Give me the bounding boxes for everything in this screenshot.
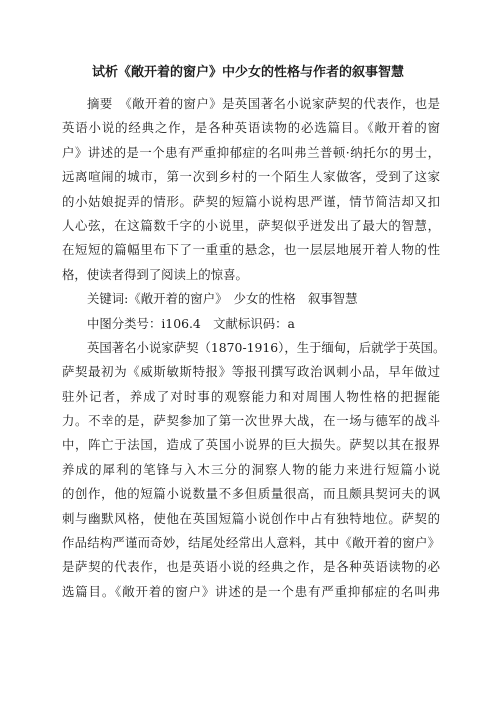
body-line: 刺与幽默风格，使他在英国短篇小说创作中占有独特地位。萨契的 bbox=[62, 510, 440, 526]
abstract-line: 在短短的篇幅里布下了一重重的悬念，也一层层地展开着人物的性 bbox=[62, 242, 440, 258]
abstract-line: 格，使读者得到了阅读上的惊喜。 bbox=[62, 266, 248, 282]
body-line: 选篇目。《敞开着的窗户》讲述的是一个患有严重抑郁症的名叫弗 bbox=[62, 583, 440, 599]
body-line: 作品结构严谨而奇妙，结尾处经常出人意料，其中《敞开着的窗户》 bbox=[62, 535, 440, 551]
body-line: 英国著名小说家萨契（1870-1916），生于缅甸，后就学于英国。 bbox=[87, 339, 446, 355]
keywords-line: 关键词:《敞开着的窗户》 少女的性格 叙事智慧 bbox=[87, 291, 358, 307]
document-body bbox=[62, 92, 446, 604]
body-paragraph bbox=[62, 336, 446, 604]
document-title: 试析《敞开着的窗户》中少女的性格与作者的叙事智慧 bbox=[91, 65, 404, 80]
abstract-line: 摘要 《敞开着的窗户》是英国著名小说家萨契的代表作，也是 bbox=[87, 96, 440, 111]
abstract-line: 人心弦，在这篇数千字的小说里，萨契似乎迸发出了最大的智慧， bbox=[62, 217, 440, 233]
body-line: 中，阵亡于法国，造成了英国小说界的巨大损失。萨契以其在报界 bbox=[62, 437, 440, 453]
abstract-line: 英语小说的经典之作，是各种英语读物的必选篇目。《敞开着的窗 bbox=[62, 120, 440, 136]
abstract-line: 户》讲述的是一个患有严重抑郁症的名叫弗兰普顿·纳托尔的男士， bbox=[62, 144, 440, 160]
body-line: 萨契最初为《威斯敏斯特报》等报刊撰写政治讽刺小品，早年做过 bbox=[62, 364, 440, 380]
abstract-line: 的小姑娘捉弄的情形。萨契的短篇小说构思严谨，情节简洁却又扣 bbox=[62, 193, 440, 209]
abstract-line: 远离喧闹的城市，第一次到乡村的一个陌生人家做客，受到了这家 bbox=[62, 169, 440, 185]
classification-line: 中图分类号：i106.4 文献标识码：a bbox=[87, 315, 295, 331]
body-line: 驻外记者，养成了对时事的观察能力和对周围人物性格的把握能 bbox=[62, 388, 440, 404]
abstract-paragraph bbox=[62, 92, 440, 287]
body-line: 养成的犀利的笔锋与入木三分的洞察人物的能力来进行短篇小说 bbox=[62, 461, 440, 477]
body-line: 是萨契的代表作，也是英语小说的经典之作，是各种英语读物的必 bbox=[62, 559, 440, 575]
body-line: 力。不幸的是，萨契参加了第一次世界大战，在一场与德军的战斗 bbox=[62, 413, 440, 429]
body-line: 的创作，他的短篇小说数量不多但质量很高，而且颇具契诃夫的讽 bbox=[62, 486, 440, 502]
